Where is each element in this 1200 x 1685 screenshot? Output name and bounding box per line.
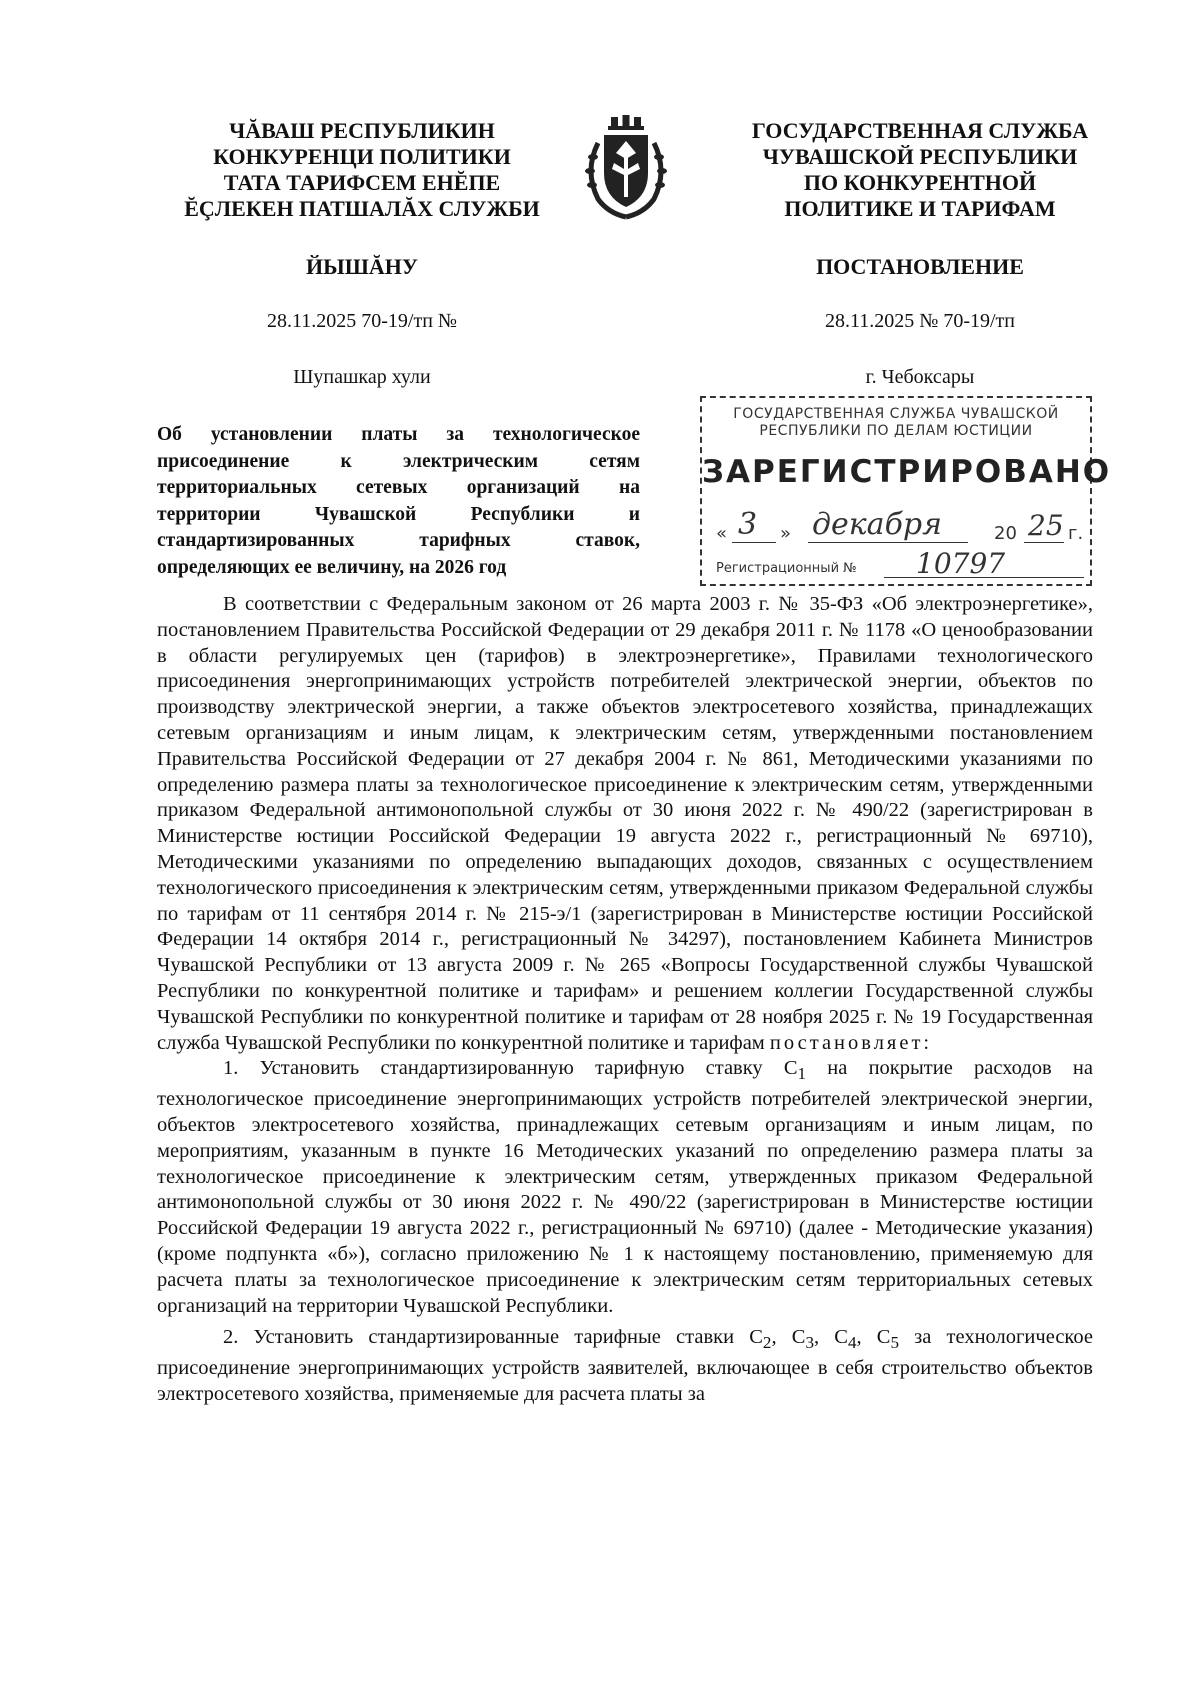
stamp-title: ЗАРЕГИСТРИРОВАНО <box>702 454 1112 490</box>
date-number-chuvash: 28.11.2025 70-19/тп № <box>267 310 457 332</box>
preamble-paragraph <box>157 592 1093 1056</box>
stamp-year-unit: г. <box>1068 523 1084 544</box>
city-chuvash: Шупашкар хули <box>293 366 431 388</box>
chuvash-coat-of-arms-icon <box>578 113 674 221</box>
stamp-org-line: ГОСУДАРСТВЕННАЯ СЛУЖБА ЧУВАШСКОЙ <box>733 406 1059 422</box>
item-2-sub-2: 2 <box>762 1333 772 1353</box>
header-chuvash-org <box>162 118 562 222</box>
registration-stamp <box>700 396 1112 586</box>
item-2-sub-5: 5 <box>890 1333 900 1353</box>
stamp-day-handwritten: 3 <box>738 507 758 542</box>
stamp-date <box>716 508 1082 548</box>
document-body <box>157 592 1093 1408</box>
item-2-sub-4: 4 <box>847 1333 857 1353</box>
header-left-line: ĔÇЛЕКЕН ПАТШАЛĂХ СЛУЖБИ <box>184 196 540 221</box>
stamp-year-prefix: 20 <box>994 523 1017 544</box>
item-2-paragraph <box>157 1325 1093 1407</box>
item-2-text-e: , С <box>856 1326 891 1349</box>
item-1-paragraph <box>157 1056 1093 1319</box>
item-1-text-a: 1. Установить стандартизированную тарифную ставку С <box>223 1057 798 1080</box>
item-2-sub-3: 3 <box>805 1333 814 1353</box>
document-title: Об установлении платы за технологическое присоединение к электрическим сетям территориальных сетевых организаций на территории Чувашской Республики и стандартизированных тарифных ставок, определяющих ее величину, на 2026 год <box>157 424 640 578</box>
city-russian: г. Чебоксары <box>865 366 975 388</box>
item-2-text-a: 2. Установить стандартизированные тарифные ставки С <box>223 1326 763 1349</box>
item-2-text-f: за технологическое присоединение энергопринимающих устройств заявителей, включающее в себя строительство объектов электросетевого хозяйства, применяемые для расчета платы за <box>157 1326 1093 1406</box>
stamp-reg-label: Регистрационный № <box>716 561 857 576</box>
header-left-line: КОНКУРЕНЦИ ПОЛИТИКИ <box>213 144 511 169</box>
stamp-reg-number-handwritten: 10797 <box>916 547 1006 580</box>
stamp-month-handwritten: декабря <box>812 507 942 542</box>
header-right-line: ЧУВАШСКОЙ РЕСПУБЛИКИ <box>762 144 1078 169</box>
item-2-text-d: , С <box>813 1326 848 1349</box>
header-left-line: ЧĂВАШ РЕСПУБЛИКИН <box>229 118 495 143</box>
preamble-text: В соответствии с Федеральным законом от 26 марта 2003 г. № 35-ФЗ «Об электроэнергетике», постановлением Правительства Российской Федерации от 29 декабря 2011 г. № 1178 «О ценообразовании в области регулируемых цен (тарифов) в электроэнергетике», Правилами технологического присоединения энергопринимающих устройств потребителей электрической энергии, объектов по производству электрической энергии, а также объектов электросетевого хозяйства, принадлежащих сетевым организациям и иным лицам, к электрическим сетям, утвержденными постановлением Правительства Российской Федерации от 27 декабря 2004 г. № 861, Методическими указаниями по определению размера платы за технологическое присоединение к электрическим сетям, утвержденными приказом Федеральной антимонопольной службы от 30 июня 2022 г. № 490/22 (зарегистрирован в Министерстве юстиции Российской Федерации 19 августа 2022 г., регистрационный № 69710), Методическими указаниями по определению выпадающих доходов, связанных с осуществлением технологического присоединения к электрическим сетям, утвержденными приказом Федеральной службы по тарифам от 11 сентября 2014 г. № 215-э/1 (зарегистрирован в Министерстве юстиции Российской Федерации 14 октября 2014 г., регистрационный № 34297), постановлением Кабинета Министров Чувашской Республики от 13 августа 2009 г. № 265 «Вопросы Государственной службы Чувашской Республики по конкурентной политике и тарифам» и решением коллегии Государственной службы Чувашской Республики по конкурентной политике и тарифам от 28 ноября 2025 г. № 19 Государственная служба Чувашской Республики по конкурентной политике и тарифам <box>157 593 1093 1054</box>
stamp-year-handwritten: 25 <box>1028 509 1064 542</box>
header-right-line: ПОЛИТИКЕ И ТАРИФАМ <box>784 196 1056 221</box>
stamp-org-line: РЕСПУБЛИКИ ПО ДЕЛАМ ЮСТИЦИИ <box>759 423 1033 439</box>
doc-type-chuvash: ЙЫШĂНУ <box>305 254 419 279</box>
header-russian-org <box>720 118 1120 222</box>
header-left-line: ТАТА ТАРИФСЕМ ЕНĔПЕ <box>223 170 501 195</box>
resolves-word: постановляет: <box>769 1031 933 1054</box>
item-1-subscript: 1 <box>797 1064 807 1084</box>
item-2-text-c: , С <box>771 1326 806 1349</box>
date-number-russian: 28.11.2025 № 70-19/тп <box>825 310 1015 332</box>
header-right-line: ГОСУДАРСТВЕННАЯ СЛУЖБА <box>751 118 1089 143</box>
doc-type-russian: ПОСТАНОВЛЕНИЕ <box>816 254 1024 279</box>
header-right-line: ПО КОНКУРЕНТНОЙ <box>803 170 1037 195</box>
item-1-text-b: на покрытие расходов на технологическое присоединение энергопринимающих устройств потребителей электрической энергии, объектов электросетевого хозяйства, принадлежащих сетевым организациям и иным лицам, по мероприятиям, указанным в пункте 16 Методических указаний по определению размера платы за технологическое присоединение к электрическим сетям, утвержденных приказом Федеральной антимонопольной службы от 30 июня 2022 г. № 490/22 (зарегистрирован в Министерстве юстиции Российской Федерации 19 августа 2022 г., регистрационный № 69710) (далее - Методические указания) (кроме подпункта «б»), согласно приложению № 1 к настоящему постановлению, применяемую для расчета платы за технологическое присоединение к электрическим сетям территориальных сетевых организаций на территории Чувашской Республики. <box>157 1057 1093 1317</box>
stamp-quote-open: « <box>716 523 728 544</box>
stamp-organization <box>706 406 1086 440</box>
stamp-quote-close: » <box>780 523 792 544</box>
stamp-registration <box>716 547 1082 582</box>
